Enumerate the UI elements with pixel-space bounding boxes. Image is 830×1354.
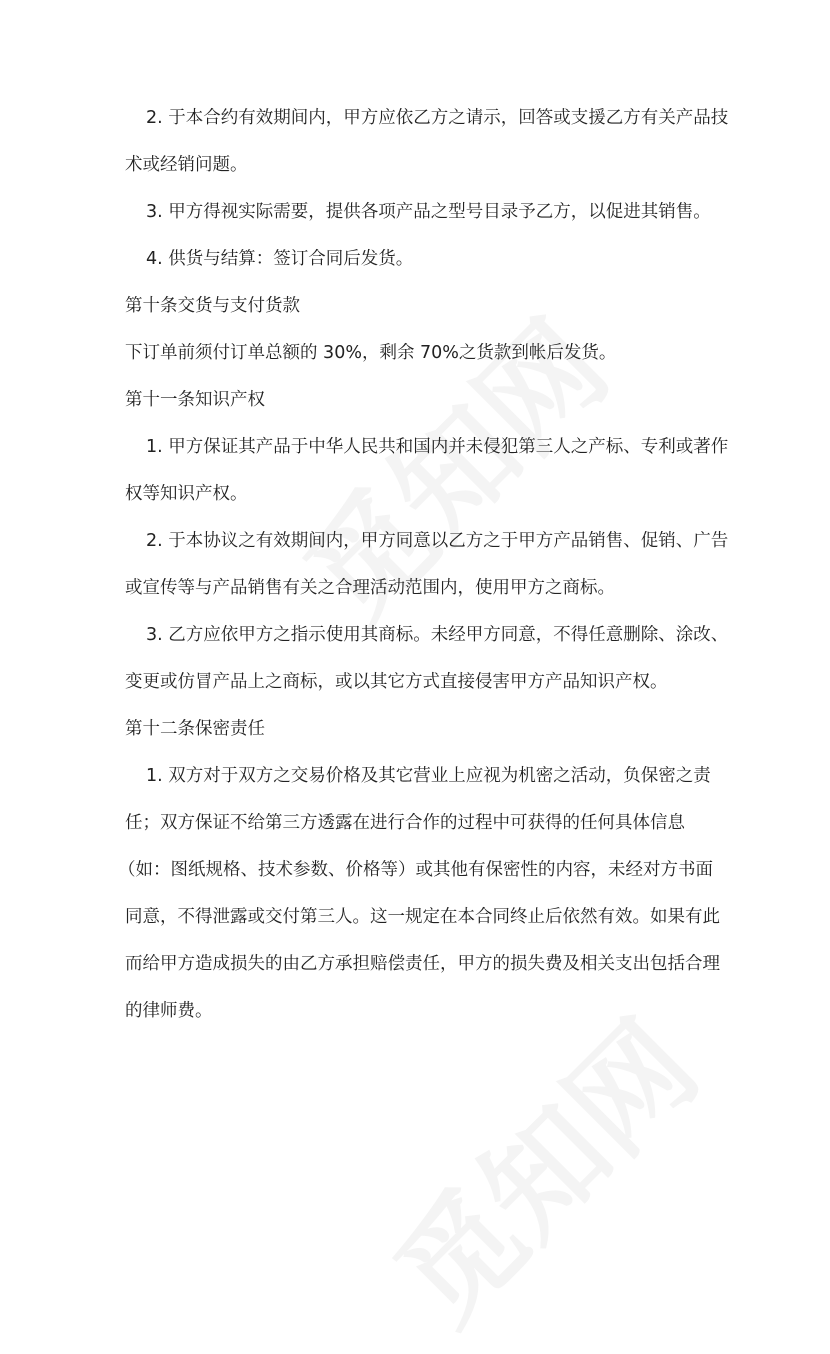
list-item-3: 3. 甲方得视实际需要，提供各项产品之型号目录予乙方，以促进其销售。 xyxy=(146,202,711,222)
confidentiality-item-1-line-4: 同意，不得泄露或交付第三人。这一规定在本合同终止后依然有效。如果有此 xyxy=(125,907,720,927)
paragraph-payment: 下订单前须付订单总额的 30%，剩余 70%之货款到帐后发货。 xyxy=(125,343,617,363)
ip-item-2-line-1: 2. 于本协议之有效期间内，甲方同意以乙方之于甲方产品销售、促销、广告 xyxy=(146,531,729,551)
confidentiality-item-1-line-6: 的律师费。 xyxy=(125,1001,213,1021)
ip-item-1-line-2: 权等知识产权。 xyxy=(125,484,248,504)
list-item-2-line-1: 2. 于本合约有效期间内，甲方应依乙方之请示，回答或支援乙方有关产品技 xyxy=(146,108,729,128)
section-heading-12: 第十二条保密责任 xyxy=(125,719,265,739)
watermark-bottom xyxy=(352,978,728,1354)
section-heading-11: 第十一条知识产权 xyxy=(125,390,265,410)
confidentiality-item-1-line-2: 任；双方保证不给第三方透露在进行合作的过程中可获得的任何具体信息 xyxy=(125,813,685,833)
ip-item-2-line-2: 或宣传等与产品销售有关之合理活动范围内，使用甲方之商标。 xyxy=(125,578,615,598)
ip-item-1-line-1: 1. 甲方保证其产品于中华人民共和国内并未侵犯第三人之产标、专利或著作 xyxy=(146,437,729,457)
list-item-4: 4. 供货与结算：签订合同后发货。 xyxy=(146,249,414,269)
confidentiality-item-1-line-5: 而给甲方造成损失的由乙方承担赔偿责任，甲方的损失费及相关支出包括合理 xyxy=(125,954,720,974)
confidentiality-item-1-line-3: （如：图纸规格、技术参数、价格等）或其他有保密性的内容，未经对方书面 xyxy=(118,860,713,880)
ip-item-3-line-1: 3. 乙方应依甲方之指示使用其商标。未经甲方同意，不得任意删除、涂改、 xyxy=(146,625,729,645)
confidentiality-item-1-line-1: 1. 双方对于双方之交易价格及其它营业上应视为机密之活动，负保密之责 xyxy=(146,766,711,786)
list-item-2-line-2: 术或经销问题。 xyxy=(125,155,248,175)
section-heading-10: 第十条交货与支付货款 xyxy=(125,296,300,316)
ip-item-3-line-2: 变更或仿冒产品上之商标，或以其它方式直接侵害甲方产品知识产权。 xyxy=(125,672,668,692)
